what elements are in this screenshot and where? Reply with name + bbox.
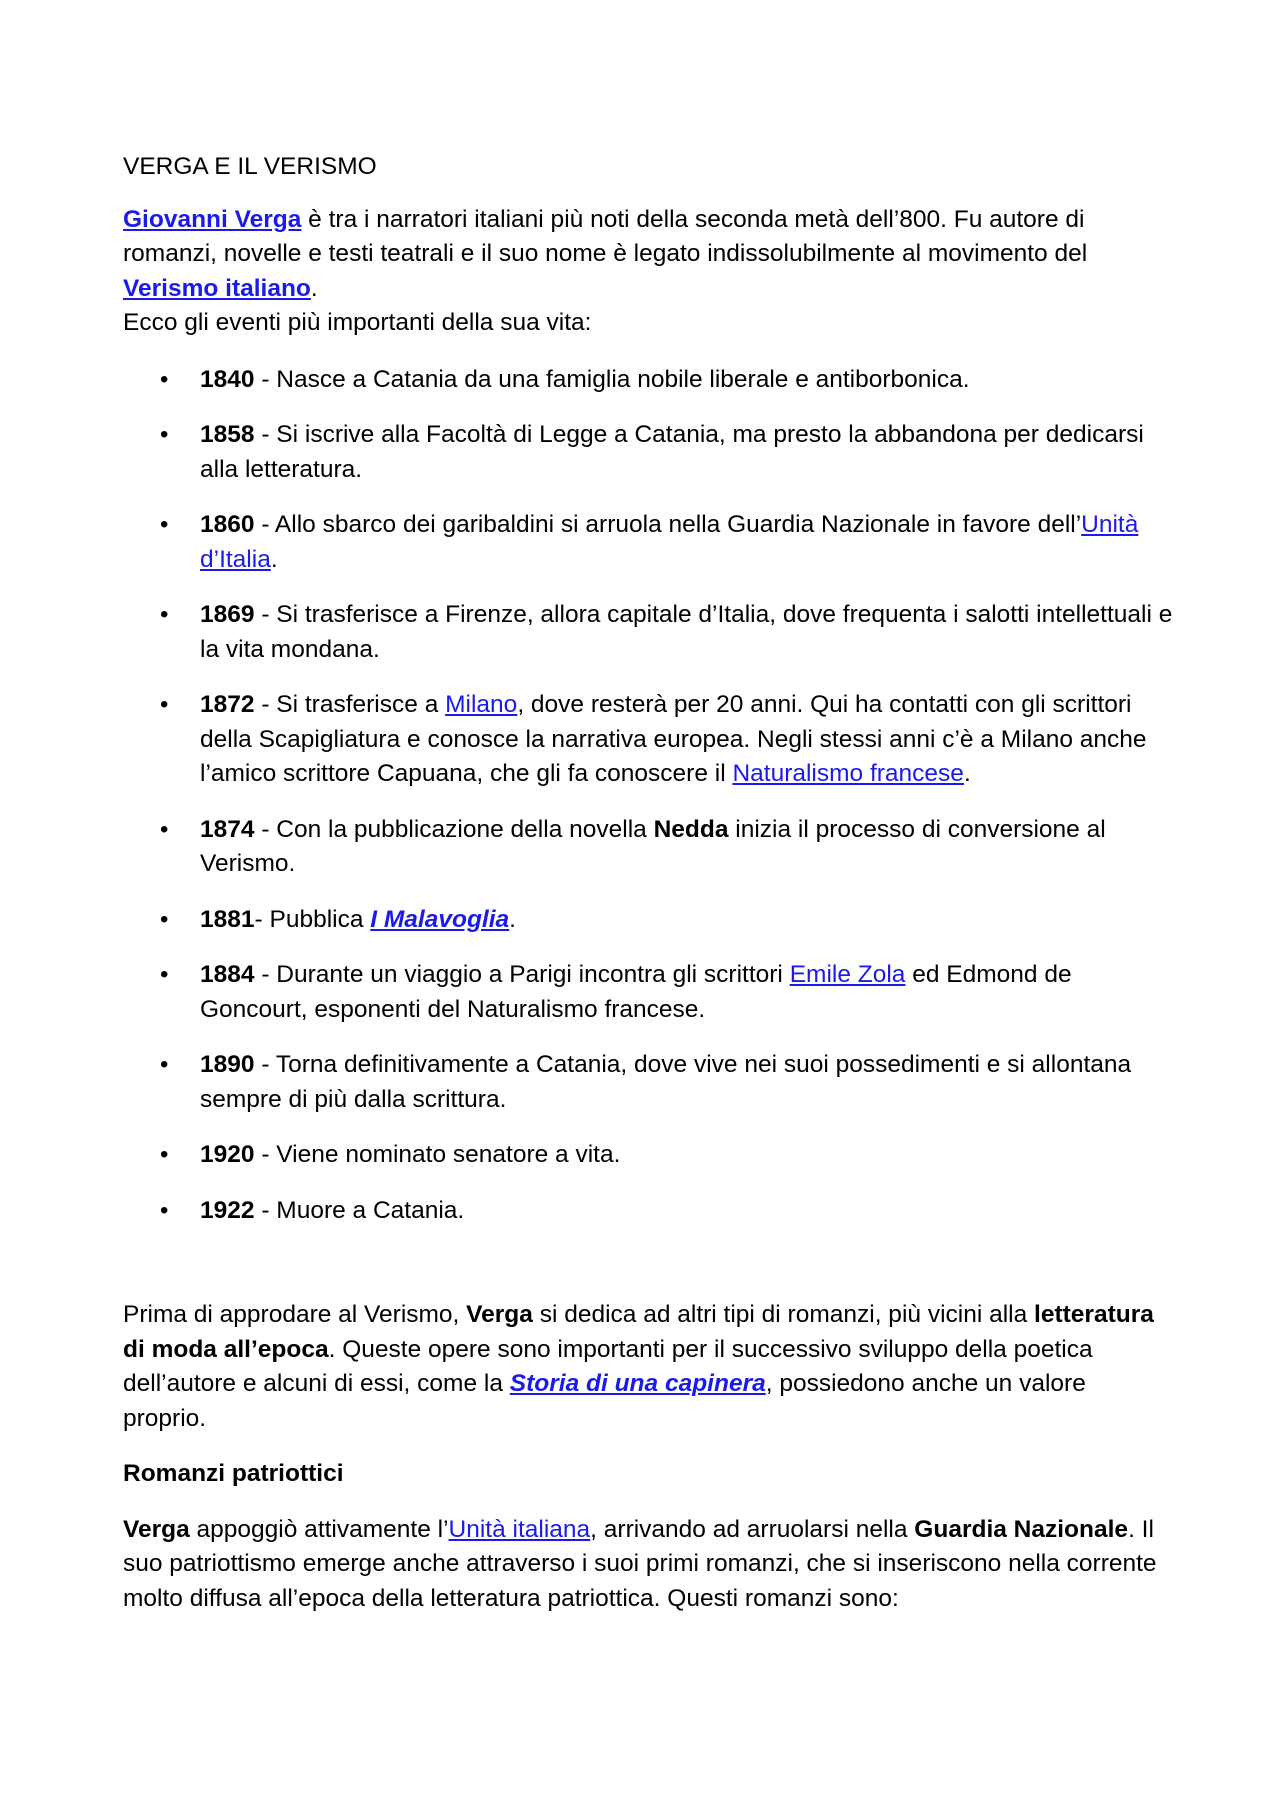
event-text: - Si iscrive alla Facoltà di Legge a Catania, ma presto la abbandona per dedicarsi alla letteratura. <box>200 421 1144 483</box>
year: 1920 <box>200 1141 255 1168</box>
text: , possiedono anche un valore proprio. <box>123 1370 1086 1432</box>
year: 1881 <box>200 905 255 933</box>
timeline-list <box>123 363 1173 1229</box>
emile-zola-link[interactable]: Emile Zola <box>789 961 906 988</box>
nedda-title: Nedda <box>653 815 729 843</box>
patriotic-paragraph <box>123 1513 1173 1617</box>
event-text-end: . <box>963 760 971 787</box>
milano-link[interactable]: Milano <box>445 691 518 718</box>
letteratura-moda-bold: letteratura di moda all’epoca <box>123 1301 1154 1363</box>
event-text: - Con la pubblicazione della novella <box>254 815 654 843</box>
event-text-end: . <box>509 905 516 933</box>
verga-bold: Verga <box>466 1301 533 1328</box>
timeline-item-1874 <box>123 813 1173 882</box>
page-title: VERGA E IL VERISMO <box>123 153 377 180</box>
timeline-item-1920 <box>123 1138 1173 1173</box>
events-intro: Ecco gli eventi più importanti della sua vita: <box>123 309 592 336</box>
pre-verismo-paragraph <box>123 1298 1173 1436</box>
timeline-item-1922 <box>123 1194 1173 1229</box>
event-text: - Si trasferisce a <box>254 691 446 718</box>
timeline-item-1881 <box>123 903 1173 938</box>
naturalismo-francese-link[interactable]: Naturalismo francese <box>732 760 964 787</box>
verga-bold: Verga <box>123 1515 190 1543</box>
timeline-item-1872 <box>123 688 1173 792</box>
text: Prima di approdare al Verismo, <box>123 1301 467 1328</box>
malavoglia-link[interactable]: I Malavoglia <box>370 905 510 933</box>
year: 1869 <box>200 601 255 628</box>
year: 1922 <box>200 1196 255 1224</box>
event-text-end: inizia il processo di conversione al Verismo. <box>200 815 1106 877</box>
event-text: - Si trasferisce a Firenze, allora capitale d’Italia, dove frequenta i salotti intellettuali e la vita mondana. <box>200 601 1173 663</box>
year: 1890 <box>200 1051 255 1078</box>
timeline-item-1890 <box>123 1048 1173 1117</box>
text: . Queste opere sono importanti per il successivo sviluppo della poetica dell’autore e alcuni di essi, come la <box>123 1335 1093 1397</box>
event-text: - Muore a Catania. <box>254 1196 465 1224</box>
intro-text-1: è tra i narratori italiani più noti della seconda metà dell’800. Fu autore di romanzi, novelle e testi teatrali e il suo nome è legato indissolubilmente al movimento del <box>123 205 1088 267</box>
event-text: - Torna definitivamente a Catania, dove vive nei suoi possedimenti e si allontana sempre di più dalla scrittura. <box>200 1051 1132 1113</box>
event-text-mid: , dove resterà per 20 anni. Qui ha contatti con gli scrittori della Scapigliatura e conosce la narrativa europea. Negli stessi anni c’è a Milano anche l’amico scrittore Capuana, che gli fa conoscere il <box>200 691 1147 787</box>
text: , arrivando ad arruolarsi nella <box>590 1515 915 1543</box>
year: 1858 <box>200 421 255 448</box>
unita-italia-link[interactable]: Unità d’Italia <box>200 511 1139 573</box>
document-page <box>123 150 1173 1616</box>
giovanni-verga-link[interactable]: Giovanni Verga <box>123 205 302 233</box>
event-text-end: . <box>270 545 278 573</box>
guardia-nazionale-bold: Guardia Nazionale <box>914 1515 1129 1543</box>
intro-text-2: . <box>310 274 318 302</box>
event-text-end: ed Edmond de Goncourt, esponenti del Naturalismo francese. <box>200 961 1072 1023</box>
text: . Il suo patriottismo emerge anche attraverso i suoi primi romanzi, che si inseriscono nella corrente molto diffusa all’epoca della letteratura patriottica. Questi romanzi sono: <box>123 1515 1157 1612</box>
text: appoggiò attivamente l’ <box>189 1515 449 1543</box>
event-text: - Viene nominato senatore a vita. <box>254 1141 621 1168</box>
timeline-item-1869 <box>123 598 1173 667</box>
event-text: - Nasce a Catania da una famiglia nobile liberale e antiborbonica. <box>254 365 970 393</box>
intro-paragraph <box>123 203 1173 341</box>
unita-italiana-link[interactable]: Unità italiana <box>448 1515 591 1543</box>
verismo-italiano-link[interactable]: Verismo italiano <box>123 274 311 302</box>
text: si dedica ad altri tipi di romanzi, più vicini alla <box>532 1301 1035 1328</box>
event-text: - Durante un viaggio a Parigi incontra gli scrittori <box>254 961 790 988</box>
year: 1860 <box>200 511 255 538</box>
timeline-item-1860 <box>123 508 1173 577</box>
event-text: - Allo sbarco dei garibaldini si arruola nella Guardia Nazionale in favore dell’ <box>254 511 1082 538</box>
event-text: - Pubblica <box>254 905 371 933</box>
timeline-item-1884 <box>123 958 1173 1027</box>
year: 1874 <box>200 815 255 843</box>
section-heading-romanzi-patriottici: Romanzi patriottici <box>123 1460 344 1487</box>
timeline-item-1858 <box>123 418 1173 487</box>
year: 1884 <box>200 961 255 988</box>
storia-capinera-link[interactable]: Storia di una capinera <box>509 1370 766 1397</box>
year: 1840 <box>200 365 255 393</box>
timeline-item-1840 <box>123 363 1173 398</box>
year: 1872 <box>200 691 255 718</box>
